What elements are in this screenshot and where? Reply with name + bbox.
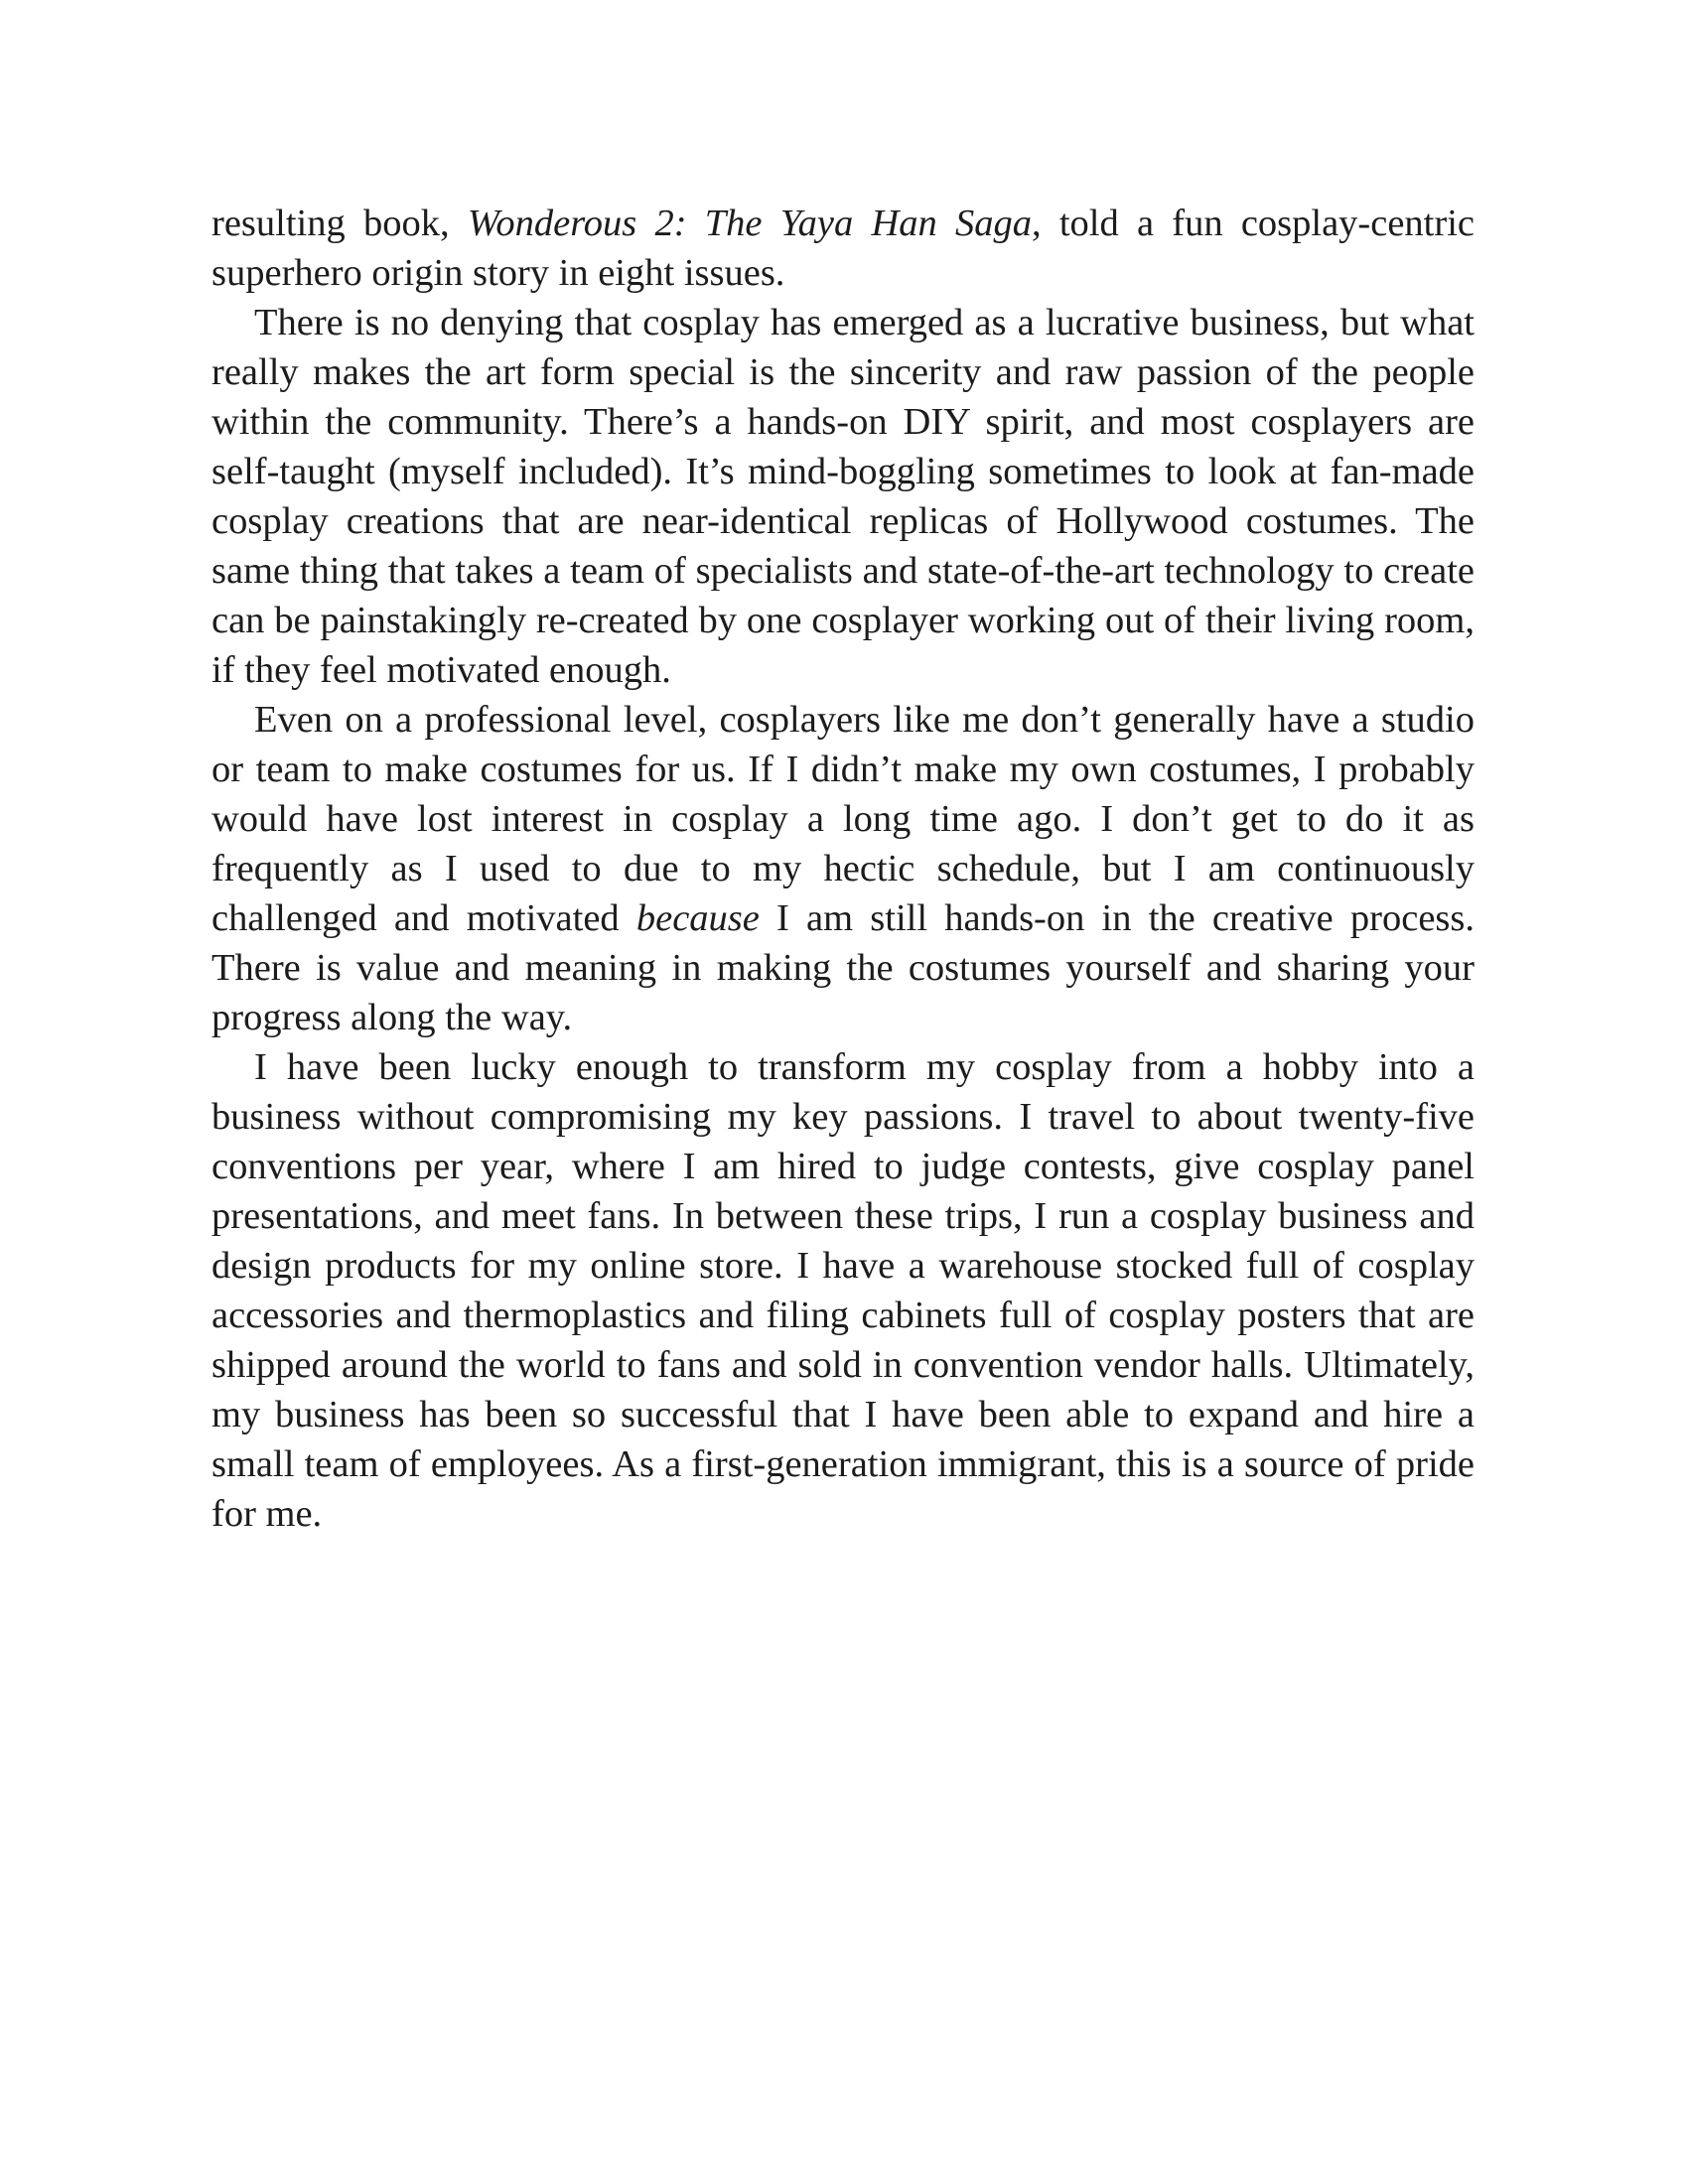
text-run: There is no denying that cosplay has emerged as a lucrative business, but what really makes the art form special is the sincerity and raw passion of the people within the community. There’s a hands-on DIY spirit, and most cosplayers are self-taught (myself included). It’s mind-boggling sometimes to look at fan-made cosplay creations that are near-identical replicas of Hollywood costumes. The same thing that takes a team of specialists and state-of-the-art technology to create can be painstakingly re-created by one cosplayer working out of their living room, if they feel motivated enough. (211, 302, 1475, 691)
text-run: I have been lucky enough to transform my cosplay from a hobby into a business without compromising my key passions. I travel to about twenty-five conventions per year, where I am hired to judge contests, give cosplay panel presentations, and meet fans. In between these trips, I run a cosplay business and design products for my online store. I have a warehouse stocked full of cosplay accessories and thermoplastics and filing cabinets full of cosplay posters that are shipped around the world to fans and sold in convention vendor halls. Ultimately, my business has been so successful that I have been able to expand and hire a small team of employees. As a first-generation immigrant, this is a source of pride for me. (211, 1046, 1475, 1535)
paragraph (211, 298, 1475, 695)
italic-text: because (635, 897, 760, 939)
text-run: , told a fun cosplay-centric superhero origin story in eight issues. (211, 203, 1475, 294)
italic-text: Wonderous 2: The Yaya Han Saga (467, 203, 1032, 244)
body-text (211, 199, 1475, 1539)
text-run: Even on a professional level, cosplayers like me don’t generally have a studio or team to make costumes for us. If I didn’t make my own costumes, I probably would have lost interest in cosplay a long time ago. I don’t get to do it as frequently as I used to due to my hectic schedule, but I am continuously challenged and motivated (211, 699, 1475, 939)
text-run: I am still hands-on in the creative process. There is value and meaning in making the costumes yourself and sharing your progress along the way. (211, 897, 1475, 1038)
paragraph (211, 695, 1475, 1042)
text-run: resulting book, (211, 203, 468, 244)
paragraph (211, 1042, 1475, 1539)
paragraph (211, 199, 1475, 298)
